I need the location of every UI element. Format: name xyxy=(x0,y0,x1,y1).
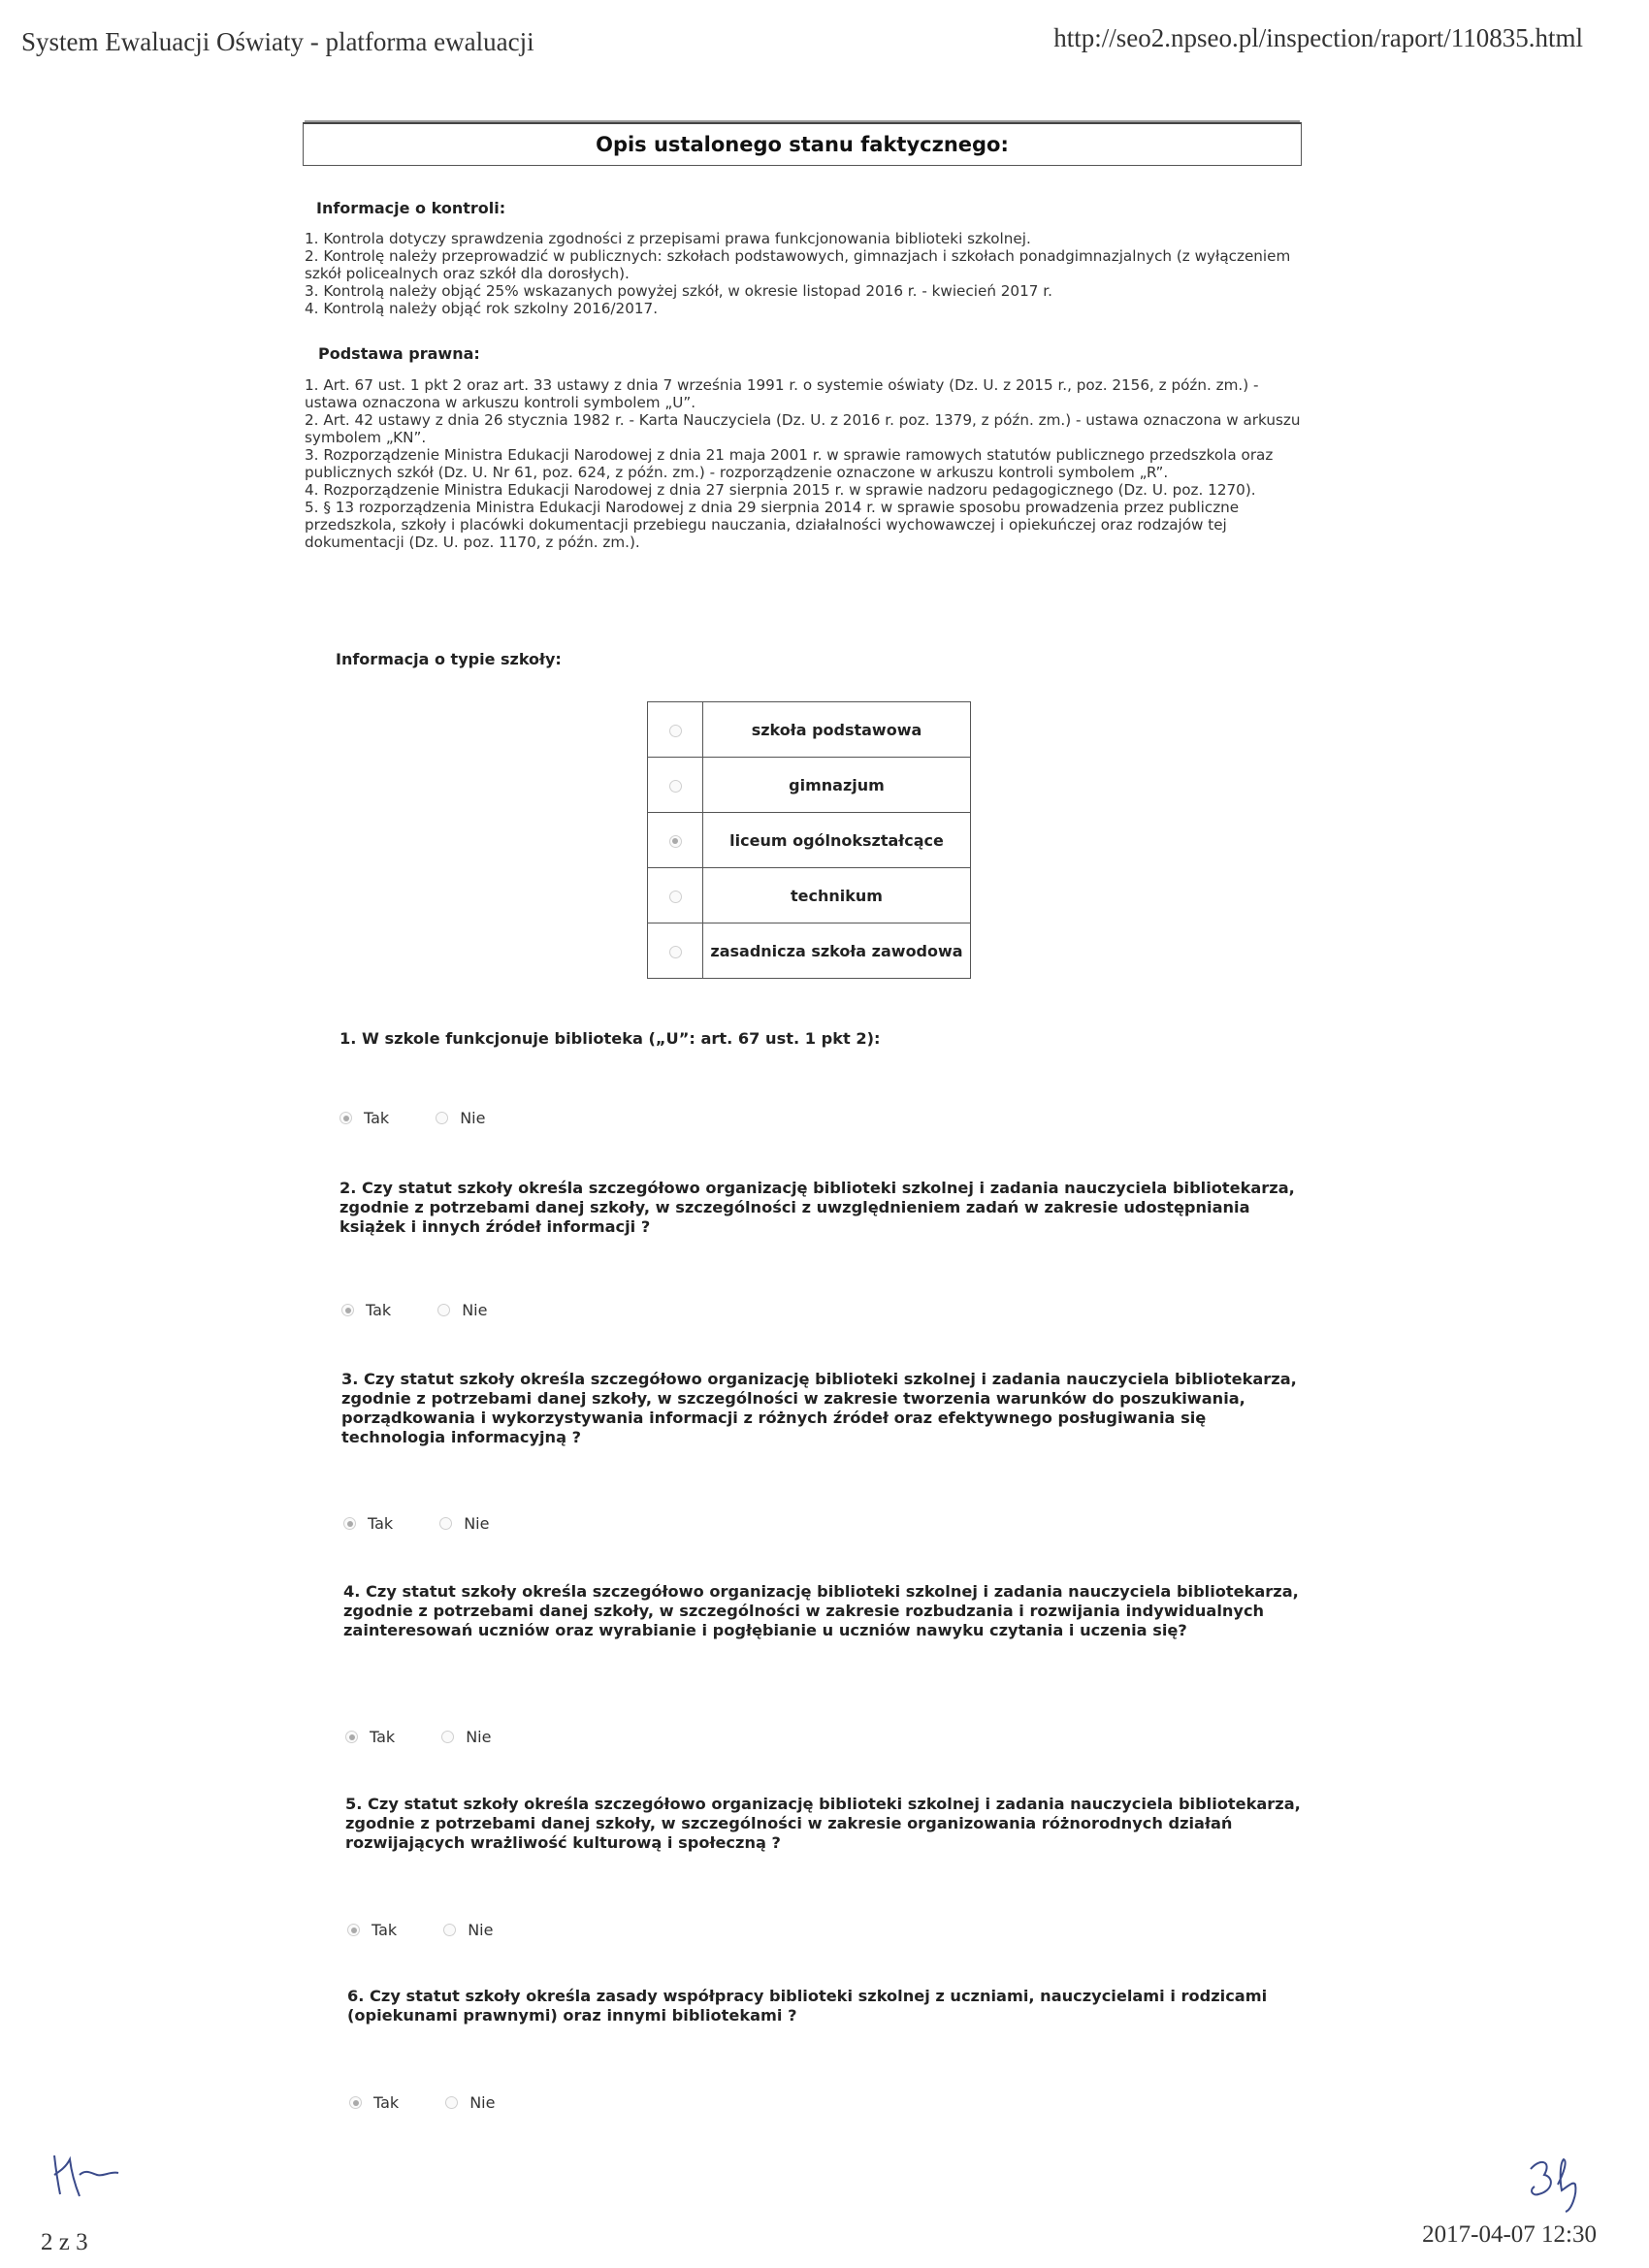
legal-basis-item: 2. Art. 42 ustawy z dnia 26 stycznia 1982 r. - Karta Nauczyciela (Dz. U. z 2016 r. poz. 1379, z późn. zm.) - ustawa oznaczona w arkuszu symbolem „KN”. xyxy=(305,411,1301,446)
answer-yes-radio[interactable] xyxy=(341,1304,354,1316)
answer-yes-label: Tak xyxy=(373,2093,400,2112)
answer-yes-label: Tak xyxy=(372,1921,398,1939)
answer-no-radio[interactable] xyxy=(445,2096,458,2109)
school-type-label: zasadnicza szkoła zawodowa xyxy=(703,923,971,979)
question-5: 5. Czy statut szkoły określa szczegółowo organizację biblioteki szkolnej i zadania nauczyciela bibliotekarza, zgodnie z potrzebami danej szkoły, w szczególności w zakresie organizowania różnorodnych działań rozwijających wrażliwość kulturową i społeczną ? xyxy=(345,1795,1301,1852)
answer-no-label: Nie xyxy=(468,1921,494,1939)
school-type-radio[interactable] xyxy=(669,835,682,848)
school-type-label: gimnazjum xyxy=(703,758,971,813)
answer-no-label: Nie xyxy=(466,1728,492,1746)
answer-yes-radio[interactable] xyxy=(345,1731,358,1743)
legal-basis-heading: Podstawa prawna: xyxy=(318,344,480,363)
question-5-answers xyxy=(347,1921,539,1939)
school-type-label: liceum ogólnokształcące xyxy=(703,813,971,868)
school-type-row[interactable] xyxy=(648,813,971,868)
answer-yes-radio[interactable] xyxy=(343,1517,356,1530)
school-type-row[interactable] xyxy=(648,923,971,979)
control-info-section xyxy=(305,200,1304,317)
question-6-answers xyxy=(349,2093,541,2112)
answer-yes-radio[interactable] xyxy=(349,2096,362,2109)
answer-yes-label: Tak xyxy=(368,1514,394,1533)
school-type-row[interactable] xyxy=(648,868,971,923)
question-2: 2. Czy statut szkoły określa szczegółowo organizację biblioteki szkolnej i zadania nauczyciela bibliotekarza, zgodnie z potrzebami danej szkoły, w szczególności z uwzględnieniem zadań w zakresie udostępniania książek i innych źródeł informacji ? xyxy=(340,1179,1295,1236)
school-type-heading: Informacja o typie szkoły: xyxy=(336,650,562,668)
question-4-answers xyxy=(345,1728,537,1746)
school-type-table xyxy=(647,701,971,979)
question-3-answers xyxy=(343,1514,535,1533)
header-url: http://seo2.npseo.pl/inspection/raport/110835.html xyxy=(1053,23,1583,52)
answer-no-radio[interactable] xyxy=(439,1517,452,1530)
legal-basis-list xyxy=(305,376,1304,551)
answer-no-radio[interactable] xyxy=(443,1924,456,1936)
answer-yes-label: Tak xyxy=(370,1728,396,1746)
question-3: 3. Czy statut szkoły określa szczegółowo organizację biblioteki szkolnej i zadania nauczyciela bibliotekarza, zgodnie z potrzebami danej szkoły, w szczególności w zakresie tworzenia warunków do poszukiwania, porządkowania i wykorzystywania informacji z różnych źródeł oraz efektywnego posługiwania się technologia informacyjną ? xyxy=(341,1370,1297,1446)
page-title: Opis ustalonego stanu faktycznego: xyxy=(303,122,1302,166)
answer-yes-radio[interactable] xyxy=(347,1924,360,1936)
legal-basis-item: 4. Rozporządzenie Ministra Edukacji Narodowej z dnia 27 sierpnia 2015 r. w sprawie nadzoru pedagogicznego (Dz. U. poz. 1270). xyxy=(305,481,1256,499)
school-type-radio[interactable] xyxy=(669,946,682,958)
legal-basis-item: 3. Rozporządzenie Ministra Edukacji Narodowej z dnia 21 maja 2001 r. w sprawie ramowych statutów publicznego przedszkola oraz publicznych szkół (Dz. U. Nr 61, poz. 624, z późn. zm.) - rozporządzenie oznaczone w arkuszu kontroli symbolem „R”. xyxy=(305,446,1274,481)
answer-yes-label: Tak xyxy=(366,1301,392,1319)
answer-no-radio[interactable] xyxy=(436,1112,448,1124)
answer-yes-label: Tak xyxy=(364,1109,390,1127)
answer-no-label: Nie xyxy=(462,1301,488,1319)
school-type-label: szkoła podstawowa xyxy=(703,702,971,758)
question-1-answers xyxy=(340,1109,532,1127)
legal-basis-item: 5. § 13 rozporządzenia Ministra Edukacji Narodowej z dnia 29 sierpnia 2014 r. w sprawie sposobu prowadzenia przez publiczne przedszkola, szkoły i placówki dokumentacji przebiegu nauczania, działalności wychowawczej i opiekuńczej oraz rodzajów tej dokumentacji (Dz. U. poz. 1170, z późn. zm.). xyxy=(305,499,1240,551)
answer-no-radio[interactable] xyxy=(437,1304,450,1316)
question-1: 1. W szkole funkcjonuje biblioteka („U”: art. 67 ust. 1 pkt 2): xyxy=(340,1029,881,1048)
control-info-item: 4. Kontrolą należy objąć rok szkolny 2016/2017. xyxy=(305,300,659,317)
control-info-item: 1. Kontrola dotyczy sprawdzenia zgodności z przepisami prawa funkcjonowania biblioteki szkolnej. xyxy=(305,230,1031,247)
control-info-heading: Informacje o kontroli: xyxy=(316,199,506,217)
print-datetime: 2017-04-07 12:30 xyxy=(1422,2221,1597,2248)
header-site-name: System Ewaluacji Oświaty - platforma ewaluacji xyxy=(21,27,534,56)
school-type-radio[interactable] xyxy=(669,891,682,903)
answer-no-label: Nie xyxy=(469,2093,496,2112)
question-2-answers xyxy=(341,1301,534,1319)
school-type-row[interactable] xyxy=(648,758,971,813)
school-type-radio[interactable] xyxy=(669,780,682,793)
handwritten-initials-right xyxy=(1521,2152,1608,2219)
question-6: 6. Czy statut szkoły określa zasady współpracy biblioteki szkolnej z uczniami, nauczycielami i rodzicami (opiekunami prawnymi) oraz innymi bibliotekami ? xyxy=(347,1987,1268,2025)
handwritten-signature-left xyxy=(47,2146,144,2204)
answer-yes-radio[interactable] xyxy=(340,1112,352,1124)
legal-basis-section xyxy=(305,345,1304,551)
page-number: 2 z 3 xyxy=(41,2229,88,2255)
control-info-item: 2. Kontrolę należy przeprowadzić w publicznych: szkołach podstawowych, gimnazjach i szkołach ponadgimnazjalnych (z wyłączeniem szkół policealnych oraz szkół dla dorosłych). xyxy=(305,247,1291,282)
control-info-item: 3. Kontrolą należy objąć 25% wskazanych powyżej szkół, w okresie listopad 2016 r. - kwiecień 2017 r. xyxy=(305,282,1052,300)
question-4: 4. Czy statut szkoły określa szczegółowo organizację biblioteki szkolnej i zadania nauczyciela bibliotekarza, zgodnie z potrzebami danej szkoły, w szczególności w zakresie rozbudzania i rozwijania indywidualnych zainteresowań uczniów oraz wyrabianie i pogłębianie u uczniów nawyku czytania i uczenia się? xyxy=(343,1582,1299,1639)
legal-basis-item: 1. Art. 67 ust. 1 pkt 2 oraz art. 33 ustawy z dnia 7 września 1991 r. o systemie oświaty (Dz. U. z 2015 r., poz. 2156, z późn. zm.) - ustawa oznaczona w arkuszu kontroli symbolem „U”. xyxy=(305,376,1259,411)
school-type-label: technikum xyxy=(703,868,971,923)
school-type-row[interactable] xyxy=(648,702,971,758)
control-info-list xyxy=(305,230,1304,317)
answer-no-label: Nie xyxy=(460,1109,486,1127)
answer-no-label: Nie xyxy=(464,1514,490,1533)
school-type-radio[interactable] xyxy=(669,725,682,737)
answer-no-radio[interactable] xyxy=(441,1731,454,1743)
